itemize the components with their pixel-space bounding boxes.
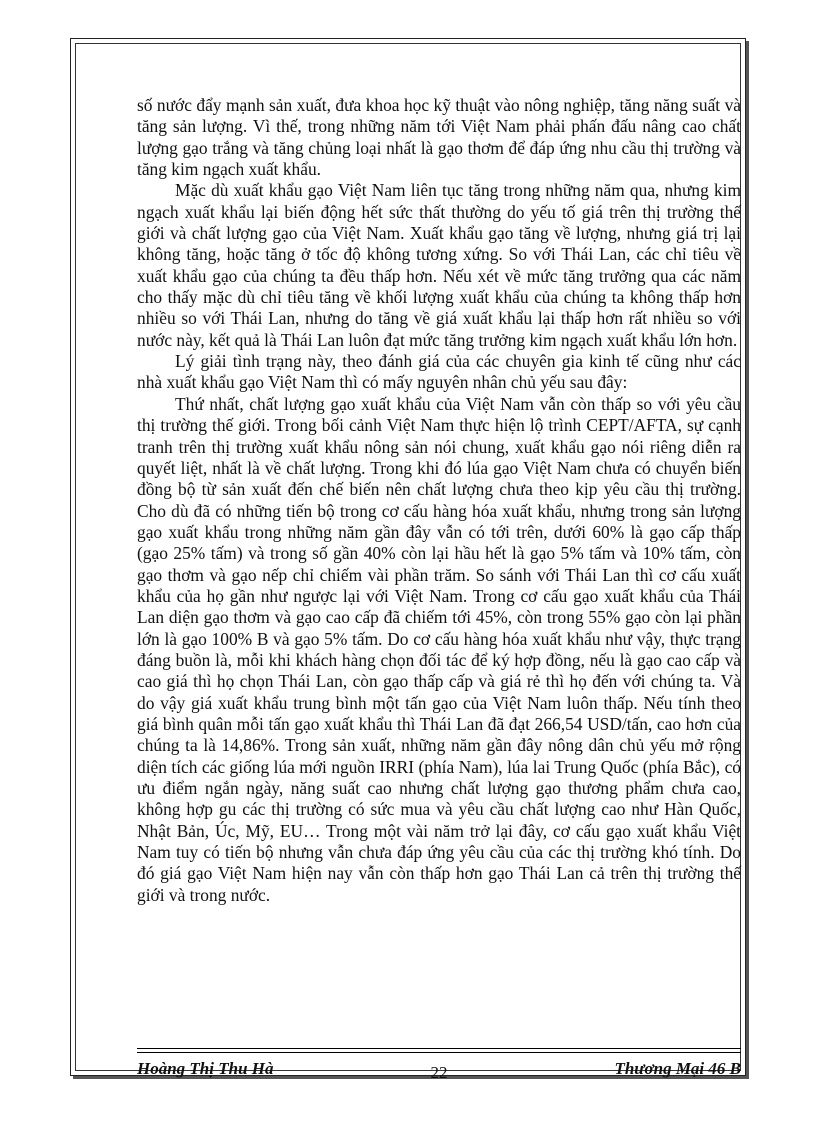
- paragraph-explanation: Lý giải tình trạng này, theo đánh giá của các chuyên gia kinh tế cũng như các nhà xuất khẩu gạo Việt Nam thì có mấy nguyên nhân chủ yếu sau đây:: [137, 351, 741, 393]
- page-number: 22: [430, 1063, 448, 1082]
- footer-class: Thương Mại 46 B: [614, 1059, 741, 1078]
- paragraph-first-reason: Thứ nhất, chất lượng gạo xuất khẩu của Việt Nam vẫn còn thấp so với yêu cầu thị trường thế giới. Trong bối cảnh Việt Nam thực hiện lộ trình CEPT/AFTA, sự cạnh tranh trên thị trường xuất khẩu nông sản nói chung, xuất khẩu gạo nói riêng diễn ra quyết liệt, nhất là về chất lượng. Trong khi đó lúa gạo Việt Nam chưa có chuyển biến đồng bộ từ sản xuất đến chế biến nên chất lượng chưa theo kịp yêu cầu thị trường. Cho dù đã có những tiến bộ trong cơ cấu hàng hóa xuất khẩu, nhưng trong sản lượng gạo xuất khẩu trong những năm gần đây vẫn có tới trên, dưới 60% là gạo cấp thấp (gạo 25% tấm) và trong số gần 40% còn lại hầu hết là gạo 5% tấm và 10% tấm, còn gạo thơm và gạo nếp chỉ chiếm vài phần trăm. So sánh với Thái Lan thì cơ cấu xuất khẩu của họ gần như ngược lại với Việt Nam. Trong cơ cấu gạo xuất khẩu của Thái Lan diện gạo thơm và gạo cao cấp đã chiếm tới 45%, còn trong 55% gạo còn lại phần lớn là gạo 100% B và gạo 5% tấm. Do cơ cấu hàng hóa xuất khẩu như vậy, thực trạng đáng buồn là, mỗi khi khách hàng chọn đối tác để ký hợp đồng, nếu là gạo cao cấp và cao giá thì họ chọn Thái Lan, còn gạo thấp cấp và giá rẻ thì họ đến với chúng ta. Và do vậy giá xuất khẩu trung bình một tấn gạo của Việt Nam luôn thấp. Nếu tính theo giá bình quân mỗi tấn gạo xuất khẩu thì Thái Lan đã đạt 266,54 USD/tấn, cao hơn của chúng ta là 14,86%. Trong sản xuất, những năm gần đây nông dân chủ yếu mở rộng diện tích các giống lúa mới nguồn IRRI (phía Nam), lúa lai Trung Quốc (phía Bắc), có ưu điểm ngắn ngày, năng suất cao nhưng chất lượng gạo thương phẩm chưa cao, không hợp gu các thị trường có sức mua và yêu cầu chất lượng cao như Hàn Quốc, Nhật Bản, Úc, Mỹ, EU… Trong một vài năm trở lại đây, cơ cấu gạo xuất khẩu Việt Nam tuy có tiến bộ nhưng vẫn chưa đáp ứng yêu cầu của các thị trường khó tính. Do đó giá gạo Việt Nam hiện nay vẫn còn thấp hơn gạo Thái Lan cả trên thị trường thế giới và trong nước.: [137, 393, 741, 905]
- body-text: [137, 95, 741, 906]
- paragraph-export-growth: Mặc dù xuất khẩu gạo Việt Nam liên tục tăng trong những năm qua, nhưng kim ngạch xuất khẩu lại biến động hết sức thất thường do yếu tố giá trên thị trường thế giới và chất lượng gạo của Việt Nam. Xuất khẩu gạo tăng về lượng, nhưng giá trị lại không tăng, hoặc tăng ở tốc độ không tương xứng. So với Thái Lan, các chỉ tiêu về xuất khẩu gạo của chúng ta đều thấp hơn. Nếu xét về mức tăng trưởng qua các năm cho thấy mặc dù chỉ tiêu tăng về khối lượng xuất khẩu của chúng ta không thấp hơn nhiều so với Thái Lan, nhưng do tăng về giá xuất khẩu lại thấp hơn rất nhiều so với nước này, kết quả là Thái Lan luôn đạt mức tăng trưởng kim ngạch xuất khẩu lớn hơn.: [137, 180, 741, 350]
- paragraph-continuation: số nước đẩy mạnh sản xuất, đưa khoa học kỹ thuật vào nông nghiệp, tăng năng suất và tăng sản lượng. Vì thế, trong những năm tới Việt Nam phải phấn đấu nâng cao chất lượng gạo trắng và tăng chủng loại nhất là gạo thơm để đáp ứng nhu cầu thị trường và tăng kim ngạch xuất khẩu.: [137, 95, 741, 180]
- page-footer: [137, 1048, 741, 1082]
- footer-author: Hoàng Thị Thu Hà: [137, 1059, 274, 1078]
